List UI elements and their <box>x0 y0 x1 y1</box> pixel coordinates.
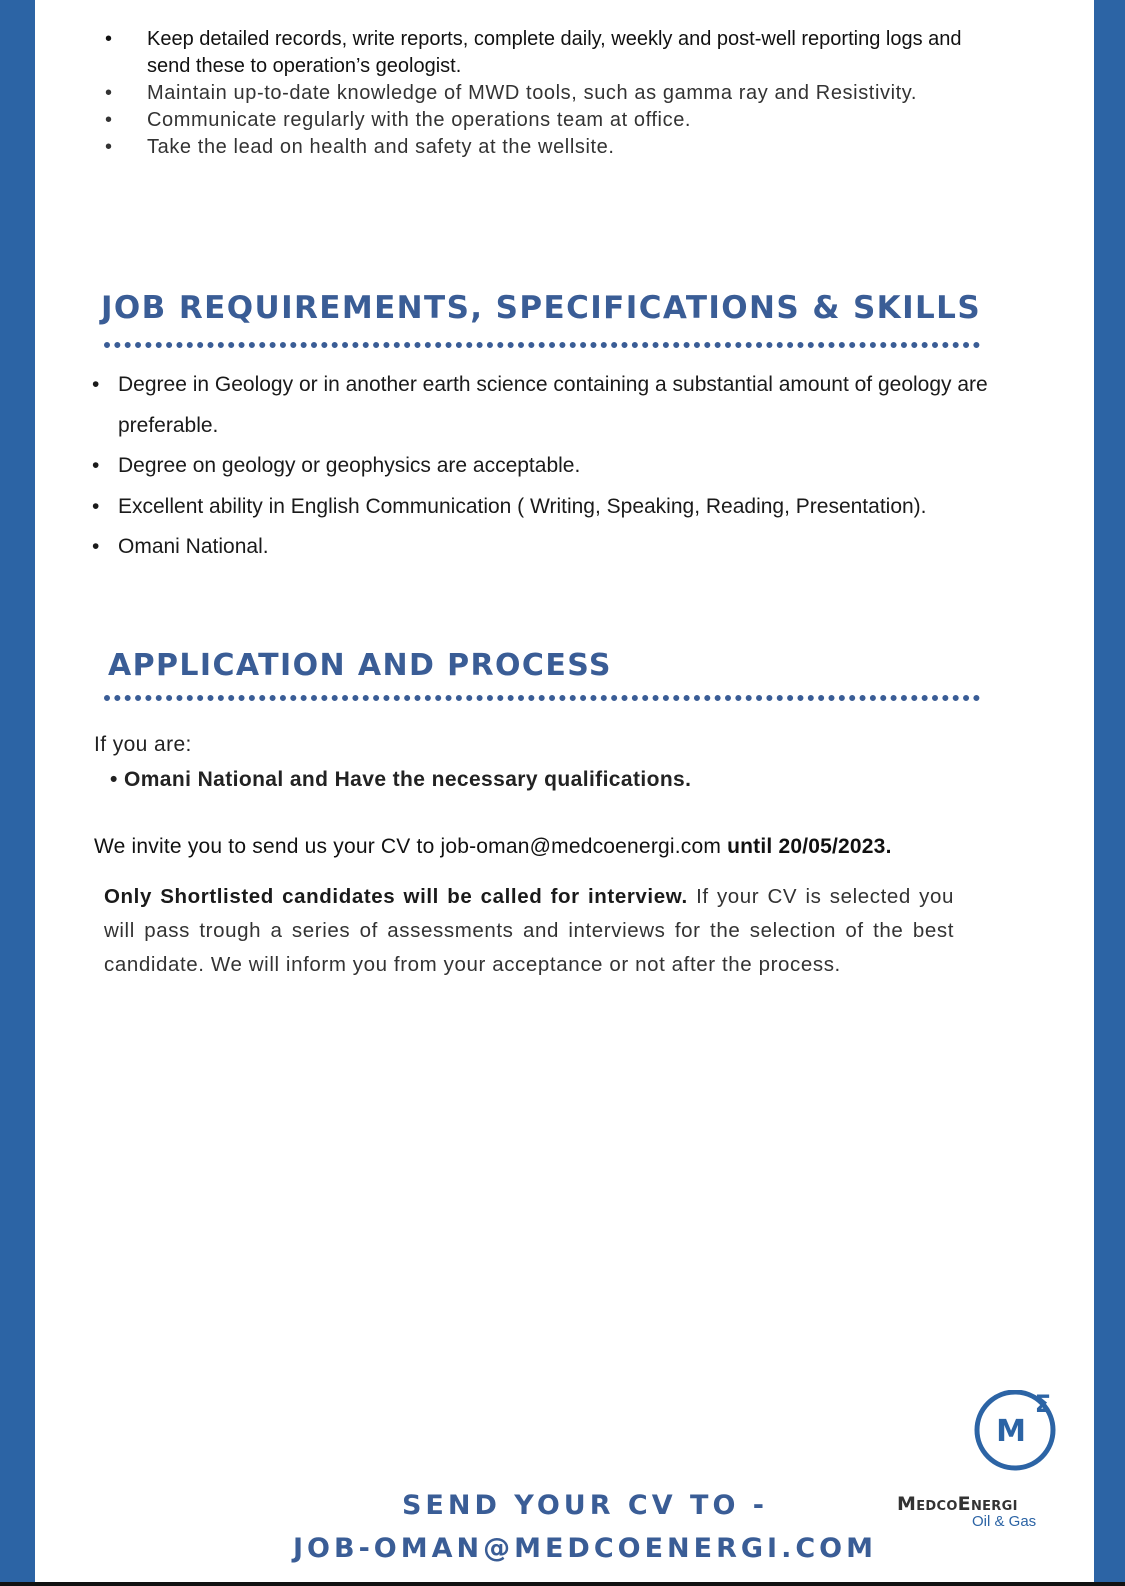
bullet-icon: • <box>105 28 113 50</box>
requirement-text: Excellent ability in English Communication ( Writing, Speaking, Reading, Presentation). <box>118 494 927 518</box>
logo-name: MedcoEnergi <box>897 1493 1018 1515</box>
duty-item <box>105 134 1005 161</box>
logo-mark: M <box>996 1414 1026 1449</box>
bullet-icon: • <box>105 136 113 158</box>
requirements-list <box>92 365 1002 568</box>
duty-text: Take the lead on health and safety at the wellsite. <box>147 136 615 158</box>
requirement-item <box>92 446 1002 487</box>
duty-text: Maintain up-to-date knowledge of MWD tools, such as gamma ray and Resistivity. <box>147 82 918 104</box>
bottom-rule <box>0 1582 1125 1586</box>
shortlist-bold: Only Shortlisted candidates will be called for interview. <box>104 885 688 908</box>
deadline-text: until 20/05/2023. <box>727 835 892 858</box>
bullet-icon: • <box>105 82 113 104</box>
footer-line-2: JOB-OMAN@MEDCOENERGI.COM <box>293 1533 877 1564</box>
bullet-icon: • <box>92 535 100 558</box>
shortlist-text: If your CV is selected you will pass trough a series of assessments and interviews for the selection of the best candidate. We will inform you from your acceptance or not after the process. <box>104 885 954 976</box>
bullet-icon: • <box>92 373 100 396</box>
duty-text: Keep detailed records, write reports, complete daily, weekly and post-well reporting logs and send these to operation’s geologist. <box>147 28 962 77</box>
bullet-icon: • <box>105 109 113 131</box>
dotted-divider <box>104 693 980 703</box>
requirement-item <box>92 487 1002 528</box>
duty-item <box>105 107 1005 134</box>
duty-item <box>105 80 1005 107</box>
requirement-text: Degree in Geology or in another earth science containing a substantial amount of geology are preferable. <box>118 373 988 437</box>
duty-item <box>105 26 1005 80</box>
logo-subtitle: Oil & Gas <box>972 1513 1037 1530</box>
requirement-text: Degree on geology or geophysics are acceptable. <box>118 454 581 477</box>
requirements-heading: JOB REQUIREMENTS, SPECIFICATIONS & SKILLS <box>101 290 982 326</box>
requirement-text: Omani National. <box>118 535 269 558</box>
invite-line <box>94 835 892 859</box>
requirement-item <box>92 365 1002 446</box>
requirement-item <box>92 527 1002 568</box>
bullet-icon: • <box>92 454 100 477</box>
left-border-bar <box>0 0 35 1586</box>
logo-sigma: Σ <box>1034 1390 1052 1418</box>
qualification-text: • Omani National and Have the necessary qualifications. <box>110 768 692 791</box>
dotted-divider <box>104 340 980 350</box>
footer-cta <box>270 1484 900 1570</box>
right-border-bar <box>1094 0 1125 1586</box>
application-heading: APPLICATION AND PROCESS <box>108 648 612 683</box>
shortlist-paragraph <box>104 880 954 982</box>
bullet-icon: • <box>92 494 100 518</box>
duty-text: Communicate regularly with the operations team at office. <box>147 109 692 131</box>
invite-text: We invite you to send us your CV to job-oman@medcoenergi.com <box>94 835 722 858</box>
duties-list <box>105 26 1005 161</box>
footer-line-1: SEND YOUR CV TO - <box>401 1490 769 1521</box>
if-you-are-label: If you are: <box>94 733 192 756</box>
